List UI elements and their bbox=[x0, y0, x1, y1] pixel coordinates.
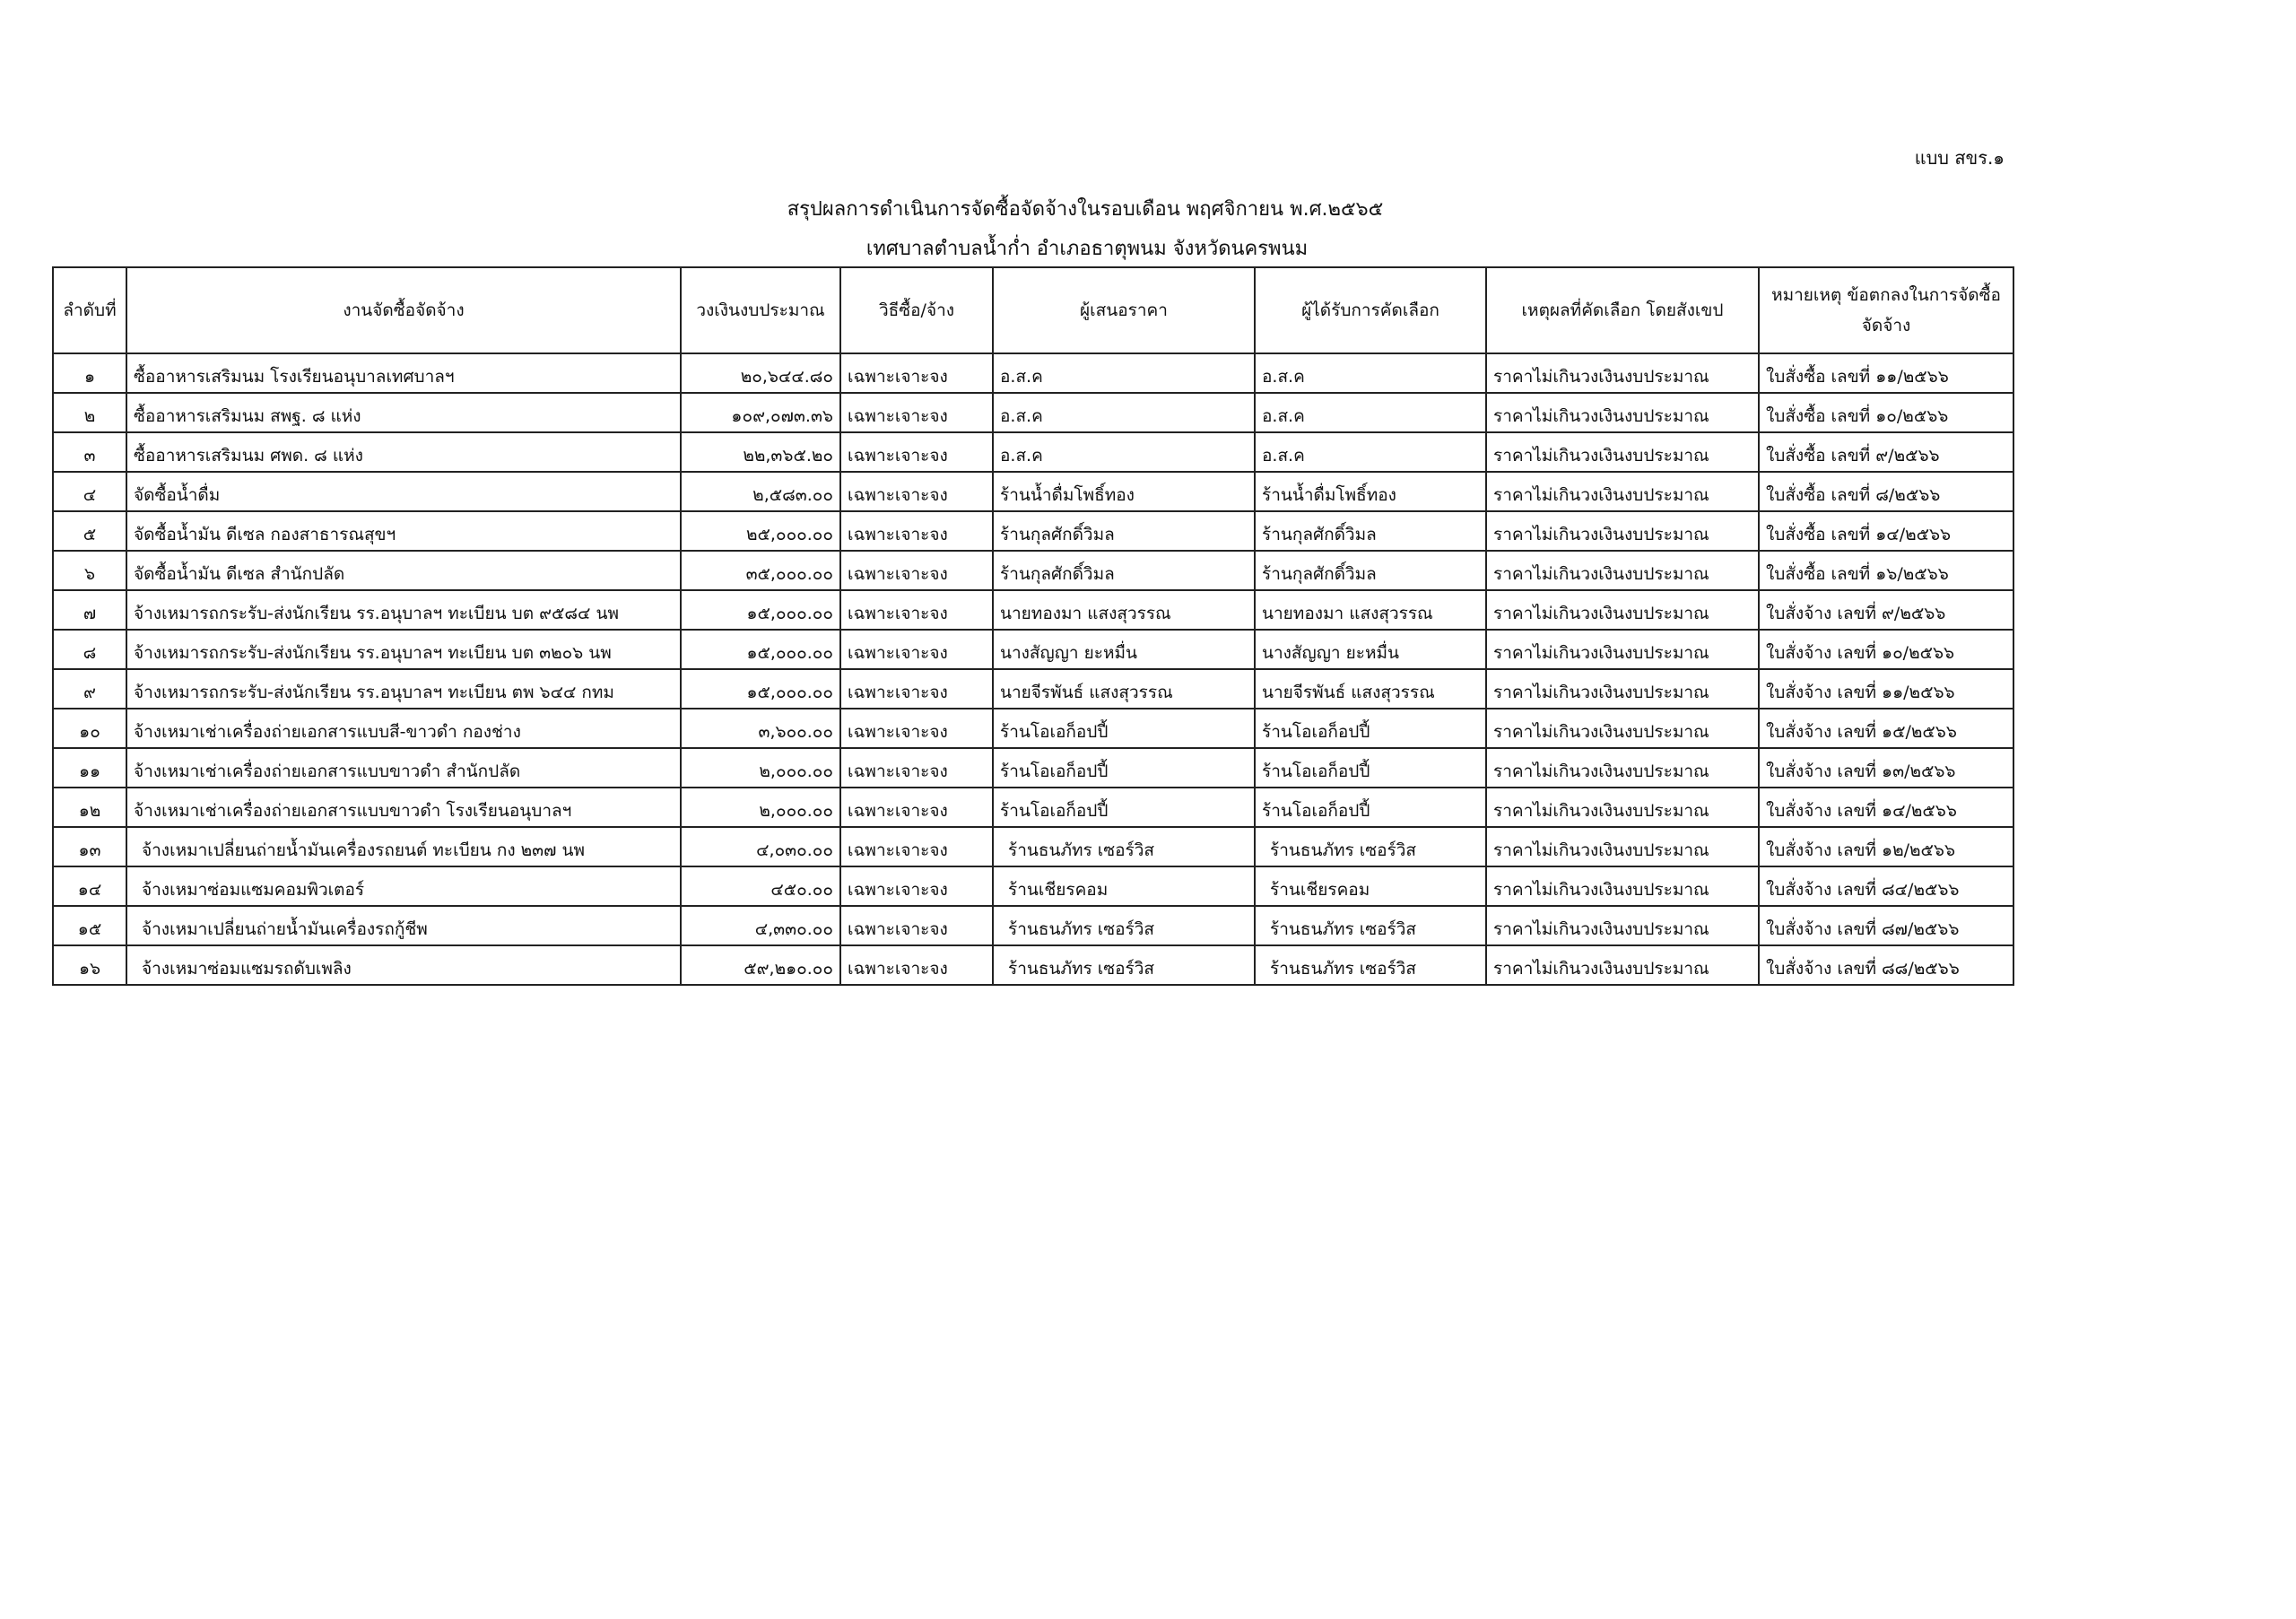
cell-budget: ๑๕,๐๐๐.๐๐ bbox=[681, 630, 840, 669]
cell-winner: อ.ส.ค bbox=[1255, 393, 1486, 432]
cell-no: ๑๕ bbox=[53, 906, 126, 945]
cell-winner: นายทองมา แสงสุวรรณ bbox=[1255, 590, 1486, 630]
cell-note: ใบสั่งจ้าง เลขที่ ๑๓/๒๕๖๖ bbox=[1759, 748, 2013, 788]
cell-method: เฉพาะเจาะจง bbox=[840, 945, 993, 985]
cell-budget: ๔๕๐.๐๐ bbox=[681, 866, 840, 906]
cell-bidder: ร้านน้ำดื่มโพธิ์ทอง bbox=[993, 472, 1255, 511]
cell-note: ใบสั่งซื้อ เลขที่ ๘/๒๕๖๖ bbox=[1759, 472, 2013, 511]
cell-bidder: ร้านโอเอก็อปปี้ bbox=[993, 709, 1255, 748]
cell-bidder: อ.ส.ค bbox=[993, 393, 1255, 432]
cell-winner: ร้านน้ำดื่มโพธิ์ทอง bbox=[1255, 472, 1486, 511]
form-code: แบบ สขร.๑ bbox=[1914, 147, 2005, 169]
cell-method: เฉพาะเจาะจง bbox=[840, 866, 993, 906]
document-subtitle: เทศบาลตำบลน้ำก่ำ อำเภอธาตุพนม จังหวัดนครพนม bbox=[865, 238, 1309, 260]
cell-note: ใบสั่งจ้าง เลขที่ ๘๔/๒๕๖๖ bbox=[1759, 866, 2013, 906]
cell-method: เฉพาะเจาะจง bbox=[840, 788, 993, 827]
cell-reason: ราคาไม่เกินวงเงินงบประมาณ bbox=[1486, 709, 1759, 748]
cell-budget: ๒,๐๐๐.๐๐ bbox=[681, 748, 840, 788]
cell-note: ใบสั่งจ้าง เลขที่ ๙/๒๕๖๖ bbox=[1759, 590, 2013, 630]
cell-winner: นางสัญญา ยะหมื่น bbox=[1255, 630, 1486, 669]
header-budget: วงเงินงบประมาณ bbox=[681, 267, 840, 353]
cell-bidder: นางสัญญา ยะหมื่น bbox=[993, 630, 1255, 669]
cell-no: ๖ bbox=[53, 551, 126, 590]
cell-method: เฉพาะเจาะจง bbox=[840, 511, 993, 551]
cell-method: เฉพาะเจาะจง bbox=[840, 353, 993, 393]
cell-item: จัดซื้อน้ำมัน ดีเซล กองสาธารณสุขฯ bbox=[126, 511, 681, 551]
cell-bidder: ร้านธนภัทร เซอร์วิส bbox=[993, 906, 1255, 945]
table-row bbox=[53, 511, 2013, 551]
cell-note: ใบสั่งซื้อ เลขที่ ๑๖/๒๕๖๖ bbox=[1759, 551, 2013, 590]
cell-item: ซื้ออาหารเสริมนม โรงเรียนอนุบาลเทศบาลฯ bbox=[126, 353, 681, 393]
cell-reason: ราคาไม่เกินวงเงินงบประมาณ bbox=[1486, 590, 1759, 630]
cell-reason: ราคาไม่เกินวงเงินงบประมาณ bbox=[1486, 432, 1759, 472]
cell-bidder: อ.ส.ค bbox=[993, 353, 1255, 393]
cell-winner: ร้านกุลศักดิ์วิมล bbox=[1255, 551, 1486, 590]
procurement-table bbox=[52, 266, 2014, 986]
cell-note: ใบสั่งจ้าง เลขที่ ๑๑/๒๕๖๖ bbox=[1759, 669, 2013, 709]
cell-winner: ร้านธนภัทร เซอร์วิส bbox=[1255, 945, 1486, 985]
cell-note: ใบสั่งซื้อ เลขที่ ๑๔/๒๕๖๖ bbox=[1759, 511, 2013, 551]
table-row bbox=[53, 669, 2013, 709]
cell-budget: ๒,๕๘๓.๐๐ bbox=[681, 472, 840, 511]
cell-method: เฉพาะเจาะจง bbox=[840, 393, 993, 432]
header-no: ลำดับที่ bbox=[53, 267, 126, 353]
cell-item: จัดซื้อน้ำมัน ดีเซล สำนักปลัด bbox=[126, 551, 681, 590]
cell-item: จ้างเหมารถกระรับ-ส่งนักเรียน รร.อนุบาลฯ ทะเบียน บต ๓๒๐๖ นพ bbox=[126, 630, 681, 669]
cell-method: เฉพาะเจาะจง bbox=[840, 748, 993, 788]
cell-no: ๕ bbox=[53, 511, 126, 551]
cell-method: เฉพาะเจาะจง bbox=[840, 709, 993, 748]
cell-reason: ราคาไม่เกินวงเงินงบประมาณ bbox=[1486, 353, 1759, 393]
cell-note: ใบสั่งจ้าง เลขที่ ๑๒/๒๕๖๖ bbox=[1759, 827, 2013, 866]
cell-method: เฉพาะเจาะจง bbox=[840, 590, 993, 630]
cell-method: เฉพาะเจาะจง bbox=[840, 906, 993, 945]
cell-bidder: ร้านธนภัทร เซอร์วิส bbox=[993, 827, 1255, 866]
table-row bbox=[53, 788, 2013, 827]
table-row bbox=[53, 866, 2013, 906]
cell-reason: ราคาไม่เกินวงเงินงบประมาณ bbox=[1486, 551, 1759, 590]
cell-no: ๑๑ bbox=[53, 748, 126, 788]
cell-note: ใบสั่งจ้าง เลขที่ ๑๔/๒๕๖๖ bbox=[1759, 788, 2013, 827]
cell-note: ใบสั่งซื้อ เลขที่ ๑๐/๒๕๖๖ bbox=[1759, 393, 2013, 432]
cell-method: เฉพาะเจาะจง bbox=[840, 432, 993, 472]
cell-budget: ๔,๓๓๐.๐๐ bbox=[681, 906, 840, 945]
table-row bbox=[53, 709, 2013, 748]
cell-no: ๑๓ bbox=[53, 827, 126, 866]
cell-item: จัดซื้อน้ำดื่ม bbox=[126, 472, 681, 511]
table-row bbox=[53, 945, 2013, 985]
cell-bidder: ร้านกุลศักดิ์วิมล bbox=[993, 511, 1255, 551]
cell-reason: ราคาไม่เกินวงเงินงบประมาณ bbox=[1486, 945, 1759, 985]
cell-note: ใบสั่งซื้อ เลขที่ ๑๑/๒๕๖๖ bbox=[1759, 353, 2013, 393]
cell-no: ๓ bbox=[53, 432, 126, 472]
cell-budget: ๒๒,๓๖๕.๒๐ bbox=[681, 432, 840, 472]
cell-bidder: ร้านธนภัทร เซอร์วิส bbox=[993, 945, 1255, 985]
cell-no: ๑ bbox=[53, 353, 126, 393]
cell-budget: ๔,๐๓๐.๐๐ bbox=[681, 827, 840, 866]
table-row bbox=[53, 630, 2013, 669]
cell-winner: ร้านโอเอก็อปปี้ bbox=[1255, 709, 1486, 748]
cell-winner: ร้านเชียรคอม bbox=[1255, 866, 1486, 906]
cell-method: เฉพาะเจาะจง bbox=[840, 827, 993, 866]
cell-budget: ๓,๖๐๐.๐๐ bbox=[681, 709, 840, 748]
table-header bbox=[53, 267, 2013, 353]
cell-budget: ๒๕,๐๐๐.๐๐ bbox=[681, 511, 840, 551]
cell-method: เฉพาะเจาะจง bbox=[840, 551, 993, 590]
cell-item: จ้างเหมารถกระรับ-ส่งนักเรียน รร.อนุบาลฯ ทะเบียน ตพ ๖๔๔ กทม bbox=[126, 669, 681, 709]
cell-no: ๑๒ bbox=[53, 788, 126, 827]
table-body bbox=[53, 353, 2013, 985]
cell-winner: นายจีรพันธ์ แสงสุวรรณ bbox=[1255, 669, 1486, 709]
cell-reason: ราคาไม่เกินวงเงินงบประมาณ bbox=[1486, 827, 1759, 866]
cell-method: เฉพาะเจาะจง bbox=[840, 472, 993, 511]
cell-reason: ราคาไม่เกินวงเงินงบประมาณ bbox=[1486, 866, 1759, 906]
cell-winner: ร้านโอเอก็อปปี้ bbox=[1255, 748, 1486, 788]
cell-budget: ๑๕,๐๐๐.๐๐ bbox=[681, 669, 840, 709]
cell-reason: ราคาไม่เกินวงเงินงบประมาณ bbox=[1486, 511, 1759, 551]
cell-reason: ราคาไม่เกินวงเงินงบประมาณ bbox=[1486, 393, 1759, 432]
cell-item: ซื้ออาหารเสริมนม ศพด. ๘ แห่ง bbox=[126, 432, 681, 472]
cell-winner: ร้านโอเอก็อปปี้ bbox=[1255, 788, 1486, 827]
cell-winner: ร้านธนภัทร เซอร์วิส bbox=[1255, 906, 1486, 945]
cell-item: จ้างเหมาซ่อมแซมคอมพิวเตอร์ bbox=[126, 866, 681, 906]
cell-budget: ๑๕,๐๐๐.๐๐ bbox=[681, 590, 840, 630]
cell-budget: ๒๐,๖๔๔.๘๐ bbox=[681, 353, 840, 393]
cell-no: ๑๔ bbox=[53, 866, 126, 906]
cell-method: เฉพาะเจาะจง bbox=[840, 669, 993, 709]
cell-method: เฉพาะเจาะจง bbox=[840, 630, 993, 669]
cell-no: ๙ bbox=[53, 669, 126, 709]
cell-note: ใบสั่งซื้อ เลขที่ ๙/๒๕๖๖ bbox=[1759, 432, 2013, 472]
header-bidder: ผู้เสนอราคา bbox=[993, 267, 1255, 353]
cell-bidder: ร้านกุลศักดิ์วิมล bbox=[993, 551, 1255, 590]
table-row bbox=[53, 432, 2013, 472]
cell-bidder: นายทองมา แสงสุวรรณ bbox=[993, 590, 1255, 630]
cell-item: ซื้ออาหารเสริมนม สพฐ. ๘ แห่ง bbox=[126, 393, 681, 432]
cell-budget: ๒,๐๐๐.๐๐ bbox=[681, 788, 840, 827]
cell-no: ๗ bbox=[53, 590, 126, 630]
cell-no: ๘ bbox=[53, 630, 126, 669]
document-title: สรุปผลการดำเนินการจัดซื้อจัดจ้างในรอบเดือน พฤศจิกายน พ.ศ.๒๕๖๕ bbox=[787, 198, 1384, 221]
header-method: วิธีซื้อ/จ้าง bbox=[840, 267, 993, 353]
cell-note: ใบสั่งจ้าง เลขที่ ๘๗/๒๕๖๖ bbox=[1759, 906, 2013, 945]
table-row bbox=[53, 590, 2013, 630]
cell-budget: ๕๙,๒๑๐.๐๐ bbox=[681, 945, 840, 985]
cell-bidder: นายจีรพันธ์ แสงสุวรรณ bbox=[993, 669, 1255, 709]
header-winner: ผู้ได้รับการคัดเลือก bbox=[1255, 267, 1486, 353]
cell-winner: ร้านธนภัทร เซอร์วิส bbox=[1255, 827, 1486, 866]
cell-no: ๑๖ bbox=[53, 945, 126, 985]
cell-note: ใบสั่งจ้าง เลขที่ ๑๐/๒๕๖๖ bbox=[1759, 630, 2013, 669]
cell-item: จ้างเหมาเช่าเครื่องถ่ายเอกสารแบบขาวดำ สำนักปลัด bbox=[126, 748, 681, 788]
cell-no: ๑๐ bbox=[53, 709, 126, 748]
cell-item: จ้างเหมาเปลี่ยนถ่ายน้ำมันเครื่องรถกู้ชีพ bbox=[126, 906, 681, 945]
header-item: งานจัดซื้อจัดจ้าง bbox=[126, 267, 681, 353]
table-row bbox=[53, 906, 2013, 945]
cell-reason: ราคาไม่เกินวงเงินงบประมาณ bbox=[1486, 669, 1759, 709]
cell-bidder: อ.ส.ค bbox=[993, 432, 1255, 472]
cell-budget: ๑๐๙,๐๗๓.๓๖ bbox=[681, 393, 840, 432]
cell-winner: ร้านกุลศักดิ์วิมล bbox=[1255, 511, 1486, 551]
table-row bbox=[53, 551, 2013, 590]
cell-item: จ้างเหมาเช่าเครื่องถ่ายเอกสารแบบสี-ขาวดำ กองช่าง bbox=[126, 709, 681, 748]
cell-note: ใบสั่งจ้าง เลขที่ ๑๕/๒๕๖๖ bbox=[1759, 709, 2013, 748]
cell-reason: ราคาไม่เกินวงเงินงบประมาณ bbox=[1486, 748, 1759, 788]
cell-budget: ๓๕,๐๐๐.๐๐ bbox=[681, 551, 840, 590]
cell-bidder: ร้านเชียรคอม bbox=[993, 866, 1255, 906]
cell-reason: ราคาไม่เกินวงเงินงบประมาณ bbox=[1486, 472, 1759, 511]
cell-reason: ราคาไม่เกินวงเงินงบประมาณ bbox=[1486, 630, 1759, 669]
header-note: หมายเหตุ ข้อตกลงในการจัดซื้อจัดจ้าง bbox=[1759, 267, 2013, 353]
table-row bbox=[53, 472, 2013, 511]
cell-no: ๔ bbox=[53, 472, 126, 511]
cell-item: จ้างเหมาเช่าเครื่องถ่ายเอกสารแบบขาวดำ โรงเรียนอนุบาลฯ bbox=[126, 788, 681, 827]
table-row bbox=[53, 748, 2013, 788]
cell-winner: อ.ส.ค bbox=[1255, 432, 1486, 472]
cell-note: ใบสั่งจ้าง เลขที่ ๘๘/๒๕๖๖ bbox=[1759, 945, 2013, 985]
table-row bbox=[53, 353, 2013, 393]
cell-reason: ราคาไม่เกินวงเงินงบประมาณ bbox=[1486, 788, 1759, 827]
cell-winner: อ.ส.ค bbox=[1255, 353, 1486, 393]
cell-bidder: ร้านโอเอก็อปปี้ bbox=[993, 788, 1255, 827]
table-row bbox=[53, 393, 2013, 432]
cell-bidder: ร้านโอเอก็อปปี้ bbox=[993, 748, 1255, 788]
header-reason: เหตุผลที่คัดเลือก โดยสังเขป bbox=[1486, 267, 1759, 353]
cell-item: จ้างเหมาเปลี่ยนถ่ายน้ำมันเครื่องรถยนต์ ทะเบียน กง ๒๓๗ นพ bbox=[126, 827, 681, 866]
cell-reason: ราคาไม่เกินวงเงินงบประมาณ bbox=[1486, 906, 1759, 945]
header-row bbox=[53, 267, 2013, 353]
cell-item: จ้างเหมารถกระรับ-ส่งนักเรียน รร.อนุบาลฯ ทะเบียน บต ๙๕๘๔ นพ bbox=[126, 590, 681, 630]
cell-item: จ้างเหมาซ่อมแซมรถดับเพลิง bbox=[126, 945, 681, 985]
table-row bbox=[53, 827, 2013, 866]
cell-no: ๒ bbox=[53, 393, 126, 432]
